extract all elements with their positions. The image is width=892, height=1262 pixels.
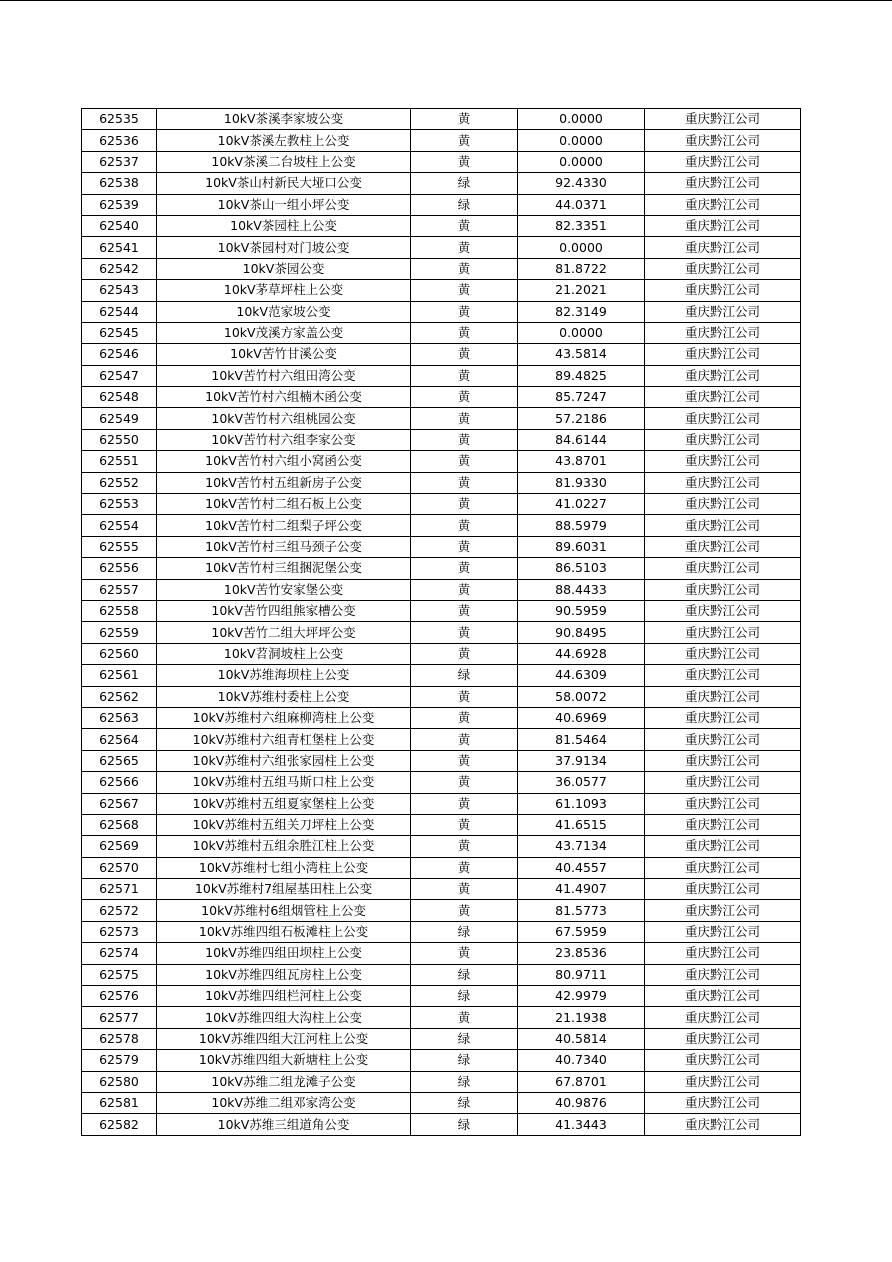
status-color-cell: 黄: [411, 536, 518, 557]
company-cell: 重庆黔江公司: [645, 151, 801, 172]
table-body: [82, 109, 801, 1136]
transformer-name-cell: 10kV苏维村6组烟管柱上公变: [157, 900, 411, 921]
transformer-name-cell: 10kV苏维村五组余胜江柱上公变: [157, 836, 411, 857]
transformer-name-cell: 10kV茶溪李家坡公变: [157, 109, 411, 130]
row-id-cell: 62539: [82, 194, 157, 215]
table-row: [82, 344, 801, 365]
transformer-name-cell: 10kV苏维村五组夏家堡柱上公变: [157, 793, 411, 814]
row-id-cell: 62552: [82, 472, 157, 493]
row-id-cell: 62557: [82, 579, 157, 600]
row-id-cell: 62570: [82, 857, 157, 878]
transformer-name-cell: 10kV苏维村七组小湾柱上公变: [157, 857, 411, 878]
transformer-name-cell: 10kV苦竹村二组石板上公变: [157, 494, 411, 515]
company-cell: 重庆黔江公司: [645, 429, 801, 450]
status-color-cell: 黄: [411, 579, 518, 600]
table-row: [82, 579, 801, 600]
company-cell: 重庆黔江公司: [645, 665, 801, 686]
table-row: [82, 879, 801, 900]
transformer-name-cell: 10kV苕洞坡柱上公变: [157, 643, 411, 664]
row-id-cell: 62577: [82, 1007, 157, 1028]
load-value-cell: 40.7340: [518, 1050, 645, 1071]
transformer-name-cell: 10kV苏维二组邓家湾公变: [157, 1092, 411, 1113]
row-id-cell: 62537: [82, 151, 157, 172]
status-color-cell: 黄: [411, 322, 518, 343]
status-color-cell: 黄: [411, 600, 518, 621]
row-id-cell: 62582: [82, 1114, 157, 1135]
load-value-cell: 88.5979: [518, 515, 645, 536]
load-value-cell: 0.0000: [518, 151, 645, 172]
transformer-name-cell: 10kV苦竹村三组捆泥堡公变: [157, 558, 411, 579]
row-id-cell: 62550: [82, 429, 157, 450]
table-row: [82, 900, 801, 921]
row-id-cell: 62558: [82, 600, 157, 621]
status-color-cell: 黄: [411, 643, 518, 664]
transformer-name-cell: 10kV苦竹村六组田湾公变: [157, 365, 411, 386]
load-value-cell: 43.7134: [518, 836, 645, 857]
load-value-cell: 21.2021: [518, 280, 645, 301]
status-color-cell: 黄: [411, 344, 518, 365]
table-row: [82, 558, 801, 579]
transformer-name-cell: 10kV苏维村五组马斯口柱上公变: [157, 772, 411, 793]
company-cell: 重庆黔江公司: [645, 836, 801, 857]
company-cell: 重庆黔江公司: [645, 1071, 801, 1092]
transformer-name-cell: 10kV苦竹二组大坪坪公变: [157, 622, 411, 643]
table-row: [82, 494, 801, 515]
load-value-cell: 21.1938: [518, 1007, 645, 1028]
row-id-cell: 62564: [82, 729, 157, 750]
row-id-cell: 62568: [82, 814, 157, 835]
company-cell: 重庆黔江公司: [645, 986, 801, 1007]
row-id-cell: 62551: [82, 451, 157, 472]
table-row: [82, 536, 801, 557]
status-color-cell: 黄: [411, 515, 518, 536]
status-color-cell: 黄: [411, 494, 518, 515]
transformer-name-cell: 10kV苦竹村五组新房子公变: [157, 472, 411, 493]
company-cell: 重庆黔江公司: [645, 750, 801, 771]
table-row: [82, 964, 801, 985]
row-id-cell: 62561: [82, 665, 157, 686]
load-value-cell: 44.6309: [518, 665, 645, 686]
status-color-cell: 黄: [411, 793, 518, 814]
transformer-name-cell: 10kV茶溪左教柱上公变: [157, 130, 411, 151]
company-cell: 重庆黔江公司: [645, 600, 801, 621]
table-row: [82, 1028, 801, 1049]
load-value-cell: 42.9979: [518, 986, 645, 1007]
status-color-cell: 绿: [411, 1114, 518, 1135]
transformer-name-cell: 10kV苏维四组大沟柱上公变: [157, 1007, 411, 1028]
row-id-cell: 62581: [82, 1092, 157, 1113]
company-cell: 重庆黔江公司: [645, 344, 801, 365]
company-cell: 重庆黔江公司: [645, 215, 801, 236]
status-color-cell: 黄: [411, 879, 518, 900]
table-row: [82, 387, 801, 408]
transformer-name-cell: 10kV苦竹村六组李家公变: [157, 429, 411, 450]
status-color-cell: 绿: [411, 1071, 518, 1092]
row-id-cell: 62535: [82, 109, 157, 130]
table-row: [82, 643, 801, 664]
table-row: [82, 322, 801, 343]
row-id-cell: 62538: [82, 173, 157, 194]
row-id-cell: 62572: [82, 900, 157, 921]
table-row: [82, 857, 801, 878]
transformer-name-cell: 10kV苦竹村三组马颈子公变: [157, 536, 411, 557]
status-color-cell: 黄: [411, 301, 518, 322]
status-color-cell: 绿: [411, 1050, 518, 1071]
load-value-cell: 57.2186: [518, 408, 645, 429]
company-cell: 重庆黔江公司: [645, 494, 801, 515]
status-color-cell: 黄: [411, 109, 518, 130]
status-color-cell: 黄: [411, 215, 518, 236]
load-value-cell: 43.8701: [518, 451, 645, 472]
page-top-rule: [0, 0, 892, 1]
load-value-cell: 41.4907: [518, 879, 645, 900]
transformer-name-cell: 10kV苦竹甘溪公变: [157, 344, 411, 365]
company-cell: 重庆黔江公司: [645, 814, 801, 835]
status-color-cell: 黄: [411, 729, 518, 750]
transformer-name-cell: 10kV茶园柱上公变: [157, 215, 411, 236]
company-cell: 重庆黔江公司: [645, 280, 801, 301]
transformer-table: [81, 108, 801, 1136]
status-color-cell: 黄: [411, 429, 518, 450]
status-color-cell: 黄: [411, 750, 518, 771]
load-value-cell: 40.4557: [518, 857, 645, 878]
table-row: [82, 365, 801, 386]
status-color-cell: 黄: [411, 130, 518, 151]
company-cell: 重庆黔江公司: [645, 793, 801, 814]
status-color-cell: 黄: [411, 280, 518, 301]
status-color-cell: 绿: [411, 194, 518, 215]
transformer-name-cell: 10kV苏维二组龙滩子公变: [157, 1071, 411, 1092]
table-row: [82, 921, 801, 942]
table-row: [82, 429, 801, 450]
transformer-name-cell: 10kV茶山一组小坪公变: [157, 194, 411, 215]
transformer-name-cell: 10kV范家坡公变: [157, 301, 411, 322]
company-cell: 重庆黔江公司: [645, 408, 801, 429]
load-value-cell: 0.0000: [518, 130, 645, 151]
transformer-name-cell: 10kV苏维村五组关刀坪柱上公变: [157, 814, 411, 835]
load-value-cell: 67.8701: [518, 1071, 645, 1092]
status-color-cell: 黄: [411, 772, 518, 793]
table-row: [82, 772, 801, 793]
load-value-cell: 44.6928: [518, 643, 645, 664]
table-row: [82, 793, 801, 814]
load-value-cell: 81.9330: [518, 472, 645, 493]
company-cell: 重庆黔江公司: [645, 365, 801, 386]
load-value-cell: 58.0072: [518, 686, 645, 707]
company-cell: 重庆黔江公司: [645, 1092, 801, 1113]
load-value-cell: 41.0227: [518, 494, 645, 515]
row-id-cell: 62547: [82, 365, 157, 386]
table-row: [82, 258, 801, 279]
status-color-cell: 黄: [411, 451, 518, 472]
status-color-cell: 黄: [411, 237, 518, 258]
load-value-cell: 0.0000: [518, 237, 645, 258]
company-cell: 重庆黔江公司: [645, 130, 801, 151]
transformer-name-cell: 10kV苏维村六组青杠堡柱上公变: [157, 729, 411, 750]
row-id-cell: 62556: [82, 558, 157, 579]
transformer-name-cell: 10kV苏维海坝柱上公变: [157, 665, 411, 686]
table-row: [82, 1114, 801, 1135]
status-color-cell: 黄: [411, 900, 518, 921]
table-row: [82, 130, 801, 151]
load-value-cell: 23.8536: [518, 943, 645, 964]
load-value-cell: 81.5464: [518, 729, 645, 750]
load-value-cell: 43.5814: [518, 344, 645, 365]
row-id-cell: 62543: [82, 280, 157, 301]
row-id-cell: 62555: [82, 536, 157, 557]
transformer-name-cell: 10kV苦竹村六组楠木函公变: [157, 387, 411, 408]
transformer-name-cell: 10kV茶园公变: [157, 258, 411, 279]
table-row: [82, 301, 801, 322]
load-value-cell: 40.9876: [518, 1092, 645, 1113]
row-id-cell: 62560: [82, 643, 157, 664]
load-value-cell: 41.3443: [518, 1114, 645, 1135]
table-row: [82, 814, 801, 835]
transformer-name-cell: 10kV苏维四组大新塘柱上公变: [157, 1050, 411, 1071]
transformer-name-cell: 10kV茂溪方家盖公变: [157, 322, 411, 343]
load-value-cell: 90.5959: [518, 600, 645, 621]
transformer-name-cell: 10kV苏维村7组屋基田柱上公变: [157, 879, 411, 900]
company-cell: 重庆黔江公司: [645, 729, 801, 750]
row-id-cell: 62576: [82, 986, 157, 1007]
row-id-cell: 62544: [82, 301, 157, 322]
transformer-name-cell: 10kV茶溪二台坡柱上公变: [157, 151, 411, 172]
transformer-name-cell: 10kV苏维四组大江河柱上公变: [157, 1028, 411, 1049]
status-color-cell: 黄: [411, 686, 518, 707]
company-cell: 重庆黔江公司: [645, 707, 801, 728]
row-id-cell: 62545: [82, 322, 157, 343]
status-color-cell: 黄: [411, 387, 518, 408]
load-value-cell: 92.4330: [518, 173, 645, 194]
company-cell: 重庆黔江公司: [645, 943, 801, 964]
company-cell: 重庆黔江公司: [645, 387, 801, 408]
table-row: [82, 151, 801, 172]
load-value-cell: 0.0000: [518, 109, 645, 130]
table-row: [82, 622, 801, 643]
table-row: [82, 686, 801, 707]
table-row: [82, 237, 801, 258]
table-row: [82, 665, 801, 686]
status-color-cell: 黄: [411, 408, 518, 429]
status-color-cell: 黄: [411, 151, 518, 172]
row-id-cell: 62548: [82, 387, 157, 408]
company-cell: 重庆黔江公司: [645, 536, 801, 557]
transformer-name-cell: 10kV苏维村六组麻柳湾柱上公变: [157, 707, 411, 728]
row-id-cell: 62573: [82, 921, 157, 942]
table-row: [82, 109, 801, 130]
status-color-cell: 黄: [411, 622, 518, 643]
company-cell: 重庆黔江公司: [645, 857, 801, 878]
table-row: [82, 1092, 801, 1113]
company-cell: 重庆黔江公司: [645, 772, 801, 793]
load-value-cell: 36.0577: [518, 772, 645, 793]
status-color-cell: 绿: [411, 986, 518, 1007]
table-row: [82, 1007, 801, 1028]
load-value-cell: 44.0371: [518, 194, 645, 215]
company-cell: 重庆黔江公司: [645, 109, 801, 130]
status-color-cell: 黄: [411, 943, 518, 964]
row-id-cell: 62554: [82, 515, 157, 536]
transformer-name-cell: 10kV茅草坪柱上公变: [157, 280, 411, 301]
table-row: [82, 408, 801, 429]
load-value-cell: 90.8495: [518, 622, 645, 643]
table-row: [82, 194, 801, 215]
load-value-cell: 89.4825: [518, 365, 645, 386]
transformer-name-cell: 10kV苦竹村二组梨子坪公变: [157, 515, 411, 536]
row-id-cell: 62559: [82, 622, 157, 643]
row-id-cell: 62567: [82, 793, 157, 814]
status-color-cell: 黄: [411, 814, 518, 835]
load-value-cell: 84.6144: [518, 429, 645, 450]
company-cell: 重庆黔江公司: [645, 1050, 801, 1071]
status-color-cell: 绿: [411, 964, 518, 985]
company-cell: 重庆黔江公司: [645, 194, 801, 215]
table-row: [82, 215, 801, 236]
table-row: [82, 173, 801, 194]
load-value-cell: 86.5103: [518, 558, 645, 579]
transformer-name-cell: 10kV苏维三组道角公变: [157, 1114, 411, 1135]
table-row: [82, 707, 801, 728]
load-value-cell: 82.3149: [518, 301, 645, 322]
status-color-cell: 黄: [411, 707, 518, 728]
row-id-cell: 62571: [82, 879, 157, 900]
table-row: [82, 600, 801, 621]
company-cell: 重庆黔江公司: [645, 258, 801, 279]
company-cell: 重庆黔江公司: [645, 1007, 801, 1028]
row-id-cell: 62566: [82, 772, 157, 793]
row-id-cell: 62541: [82, 237, 157, 258]
row-id-cell: 62553: [82, 494, 157, 515]
load-value-cell: 80.9711: [518, 964, 645, 985]
load-value-cell: 67.5959: [518, 921, 645, 942]
status-color-cell: 黄: [411, 836, 518, 857]
table-row: [82, 280, 801, 301]
transformer-name-cell: 10kV苏维四组田坝柱上公变: [157, 943, 411, 964]
status-color-cell: 黄: [411, 1007, 518, 1028]
status-color-cell: 黄: [411, 258, 518, 279]
row-id-cell: 62574: [82, 943, 157, 964]
transformer-name-cell: 10kV茶山村新民大垭口公变: [157, 173, 411, 194]
load-value-cell: 37.9134: [518, 750, 645, 771]
row-id-cell: 62549: [82, 408, 157, 429]
table-row: [82, 472, 801, 493]
status-color-cell: 黄: [411, 558, 518, 579]
row-id-cell: 62580: [82, 1071, 157, 1092]
status-color-cell: 绿: [411, 1092, 518, 1113]
row-id-cell: 62540: [82, 215, 157, 236]
status-color-cell: 黄: [411, 365, 518, 386]
company-cell: 重庆黔江公司: [645, 1114, 801, 1135]
load-value-cell: 40.5814: [518, 1028, 645, 1049]
row-id-cell: 62546: [82, 344, 157, 365]
company-cell: 重庆黔江公司: [645, 622, 801, 643]
row-id-cell: 62579: [82, 1050, 157, 1071]
company-cell: 重庆黔江公司: [645, 921, 801, 942]
transformer-name-cell: 10kV苦竹四组熊家槽公变: [157, 600, 411, 621]
company-cell: 重庆黔江公司: [645, 686, 801, 707]
load-value-cell: 41.6515: [518, 814, 645, 835]
company-cell: 重庆黔江公司: [645, 322, 801, 343]
company-cell: 重庆黔江公司: [645, 964, 801, 985]
row-id-cell: 62569: [82, 836, 157, 857]
company-cell: 重庆黔江公司: [645, 1028, 801, 1049]
table-row: [82, 451, 801, 472]
table-row: [82, 515, 801, 536]
company-cell: 重庆黔江公司: [645, 643, 801, 664]
transformer-name-cell: 10kV苏维四组瓦房柱上公变: [157, 964, 411, 985]
row-id-cell: 62542: [82, 258, 157, 279]
row-id-cell: 62578: [82, 1028, 157, 1049]
table-row: [82, 750, 801, 771]
load-value-cell: 61.1093: [518, 793, 645, 814]
status-color-cell: 黄: [411, 472, 518, 493]
load-value-cell: 82.3351: [518, 215, 645, 236]
status-color-cell: 绿: [411, 665, 518, 686]
company-cell: 重庆黔江公司: [645, 579, 801, 600]
transformer-name-cell: 10kV苦竹安家堡公变: [157, 579, 411, 600]
table-row: [82, 1071, 801, 1092]
status-color-cell: 绿: [411, 1028, 518, 1049]
transformer-name-cell: 10kV苏维村委柱上公变: [157, 686, 411, 707]
load-value-cell: 40.6969: [518, 707, 645, 728]
company-cell: 重庆黔江公司: [645, 515, 801, 536]
row-id-cell: 62536: [82, 130, 157, 151]
transformer-name-cell: 10kV茶园村对门坡公变: [157, 237, 411, 258]
load-value-cell: 85.7247: [518, 387, 645, 408]
load-value-cell: 89.6031: [518, 536, 645, 557]
status-color-cell: 黄: [411, 857, 518, 878]
table-row: [82, 943, 801, 964]
company-cell: 重庆黔江公司: [645, 900, 801, 921]
company-cell: 重庆黔江公司: [645, 173, 801, 194]
company-cell: 重庆黔江公司: [645, 472, 801, 493]
table-row: [82, 986, 801, 1007]
row-id-cell: 62562: [82, 686, 157, 707]
transformer-name-cell: 10kV苦竹村六组小窝函公变: [157, 451, 411, 472]
row-id-cell: 62563: [82, 707, 157, 728]
status-color-cell: 绿: [411, 921, 518, 942]
transformer-name-cell: 10kV苏维村六组张家园柱上公变: [157, 750, 411, 771]
company-cell: 重庆黔江公司: [645, 237, 801, 258]
load-value-cell: 81.5773: [518, 900, 645, 921]
company-cell: 重庆黔江公司: [645, 301, 801, 322]
transformer-name-cell: 10kV苏维四组石板滩柱上公变: [157, 921, 411, 942]
transformer-name-cell: 10kV苦竹村六组桃园公变: [157, 408, 411, 429]
row-id-cell: 62575: [82, 964, 157, 985]
transformer-name-cell: 10kV苏维四组栏河柱上公变: [157, 986, 411, 1007]
status-color-cell: 绿: [411, 173, 518, 194]
table-row: [82, 729, 801, 750]
company-cell: 重庆黔江公司: [645, 879, 801, 900]
load-value-cell: 88.4433: [518, 579, 645, 600]
company-cell: 重庆黔江公司: [645, 558, 801, 579]
table-row: [82, 1050, 801, 1071]
load-value-cell: 0.0000: [518, 322, 645, 343]
load-value-cell: 81.8722: [518, 258, 645, 279]
company-cell: 重庆黔江公司: [645, 451, 801, 472]
table-row: [82, 836, 801, 857]
row-id-cell: 62565: [82, 750, 157, 771]
